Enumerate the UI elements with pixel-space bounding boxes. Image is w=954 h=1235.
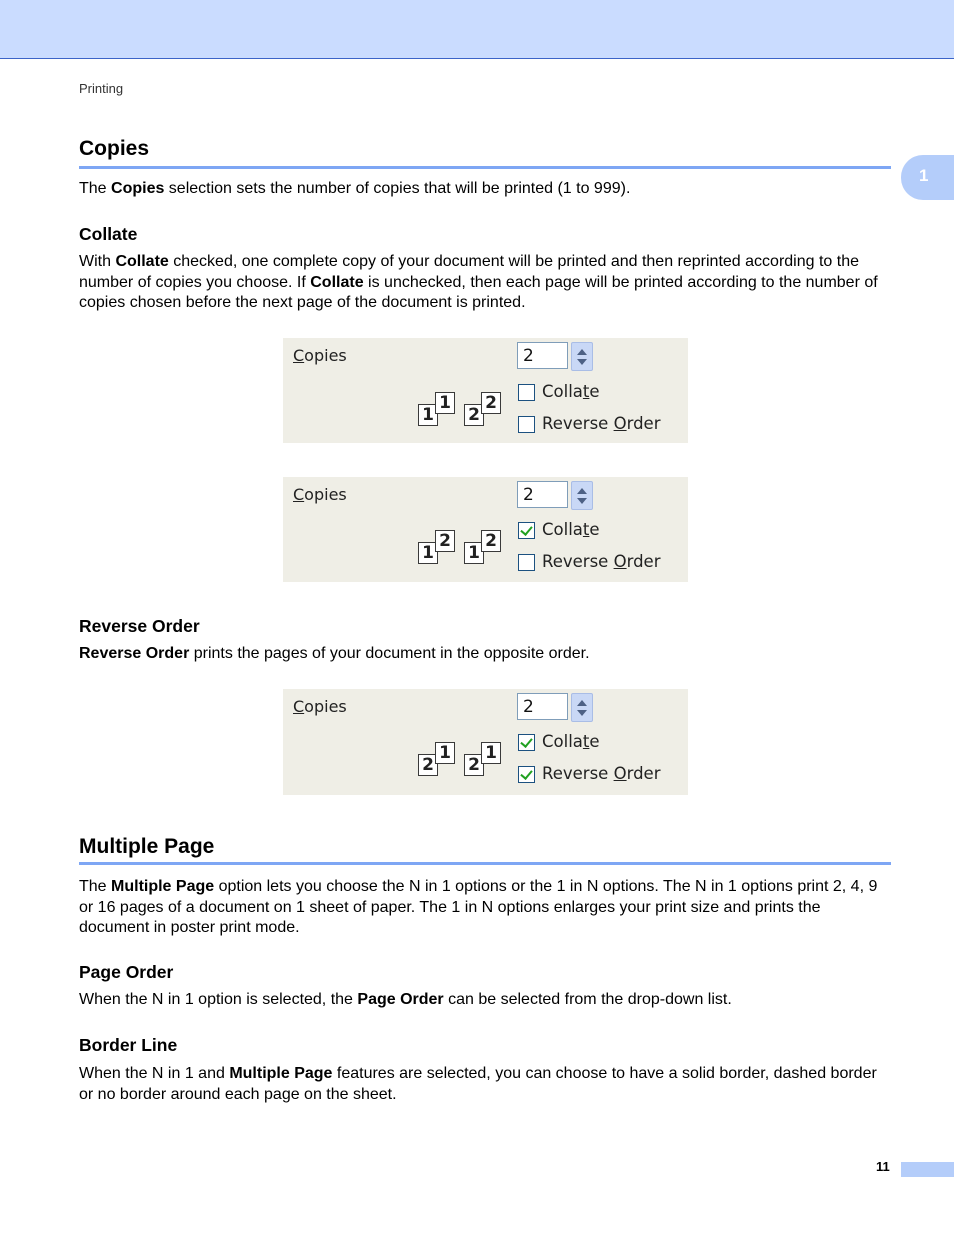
collate-checkbox[interactable]	[518, 384, 535, 401]
chapter-tab	[901, 155, 954, 200]
running-head: Printing	[79, 81, 124, 96]
collate-label: Collate	[542, 382, 600, 401]
heading-reverse-order: Reverse Order	[79, 616, 200, 636]
reverse-order-label: Reverse Order	[542, 552, 661, 571]
reverse-order-checkbox[interactable]	[518, 766, 535, 783]
arrow-down-icon[interactable]	[577, 359, 587, 365]
multiple-page-body: The Multiple Page option lets you choose the N in 1 options or the 1 in N options. The N in 1 options print 2, 4, 9 or 16 pages of a document on 1 sheet of paper. The 1 in N options enlarges your print size and prints the document in poster print mode.	[79, 878, 878, 936]
heading-multiple-page: Multiple Page	[79, 835, 215, 858]
collate-body: With Collate checked, one complete copy of your document will be printed and then reprinted according to the number of copies you choose. If Collate is unchecked, then each page will be printed according to the number of copies chosen before the next page of the document is printed.	[79, 253, 878, 311]
heading-rule	[79, 862, 891, 865]
copies-spinner[interactable]	[517, 481, 593, 510]
arrow-up-icon[interactable]	[577, 488, 587, 494]
copies-spinner[interactable]	[517, 693, 593, 722]
copies-label: Copies	[293, 485, 347, 504]
spinner-arrows[interactable]	[571, 342, 593, 371]
page-number: 11	[876, 1159, 890, 1174]
copies-label: Copies	[293, 346, 347, 365]
copies-input[interactable]: 2	[517, 342, 568, 369]
footer-tab	[901, 1162, 954, 1177]
copies-dialog-collate: Copies 2 Collate Reverse Order 1 2 1 2	[283, 477, 688, 582]
copies-dialog-reverse: Copies 2 Collate Reverse Order 2 1 2 1	[283, 689, 688, 795]
arrow-down-icon[interactable]	[577, 710, 587, 716]
reverse-order-label: Reverse Order	[542, 414, 661, 433]
collate-checkbox[interactable]	[518, 734, 535, 751]
header-band	[0, 0, 954, 59]
heading-collate: Collate	[79, 224, 138, 244]
heading-rule	[79, 166, 891, 169]
heading-page-order: Page Order	[79, 962, 174, 982]
page-order-body: When the N in 1 option is selected, the Page Order can be selected from the drop-down list.	[79, 991, 732, 1008]
copies-dialog-unchecked: Copies 2 Collate Reverse Order 1 1 2 2	[283, 338, 688, 443]
copies-input[interactable]: 2	[517, 693, 568, 720]
border-line-body: When the N in 1 and Multiple Page features are selected, you can choose to have a solid border, dashed border or no border around each page on the sheet.	[79, 1065, 877, 1103]
arrow-up-icon[interactable]	[577, 349, 587, 355]
arrow-down-icon[interactable]	[577, 498, 587, 504]
arrow-up-icon[interactable]	[577, 700, 587, 706]
copies-input[interactable]: 2	[517, 481, 568, 508]
copies-intro: The Copies selection sets the number of copies that will be printed (1 to 999).	[79, 180, 631, 197]
collate-checkbox[interactable]	[518, 522, 535, 539]
heading-copies: Copies	[79, 137, 150, 160]
reverse-order-checkbox[interactable]	[518, 416, 535, 433]
reverse-order-checkbox[interactable]	[518, 554, 535, 571]
heading-border-line: Border Line	[79, 1035, 178, 1055]
reverse-order-body: Reverse Order prints the pages of your document in the opposite order.	[79, 645, 590, 662]
copies-spinner[interactable]	[517, 342, 593, 371]
collate-label: Collate	[542, 732, 600, 751]
spinner-arrows[interactable]	[571, 693, 593, 722]
chapter-number: 1	[919, 166, 929, 185]
copies-label: Copies	[293, 697, 347, 716]
collate-label: Collate	[542, 520, 600, 539]
reverse-order-label: Reverse Order	[542, 764, 661, 783]
spinner-arrows[interactable]	[571, 481, 593, 510]
